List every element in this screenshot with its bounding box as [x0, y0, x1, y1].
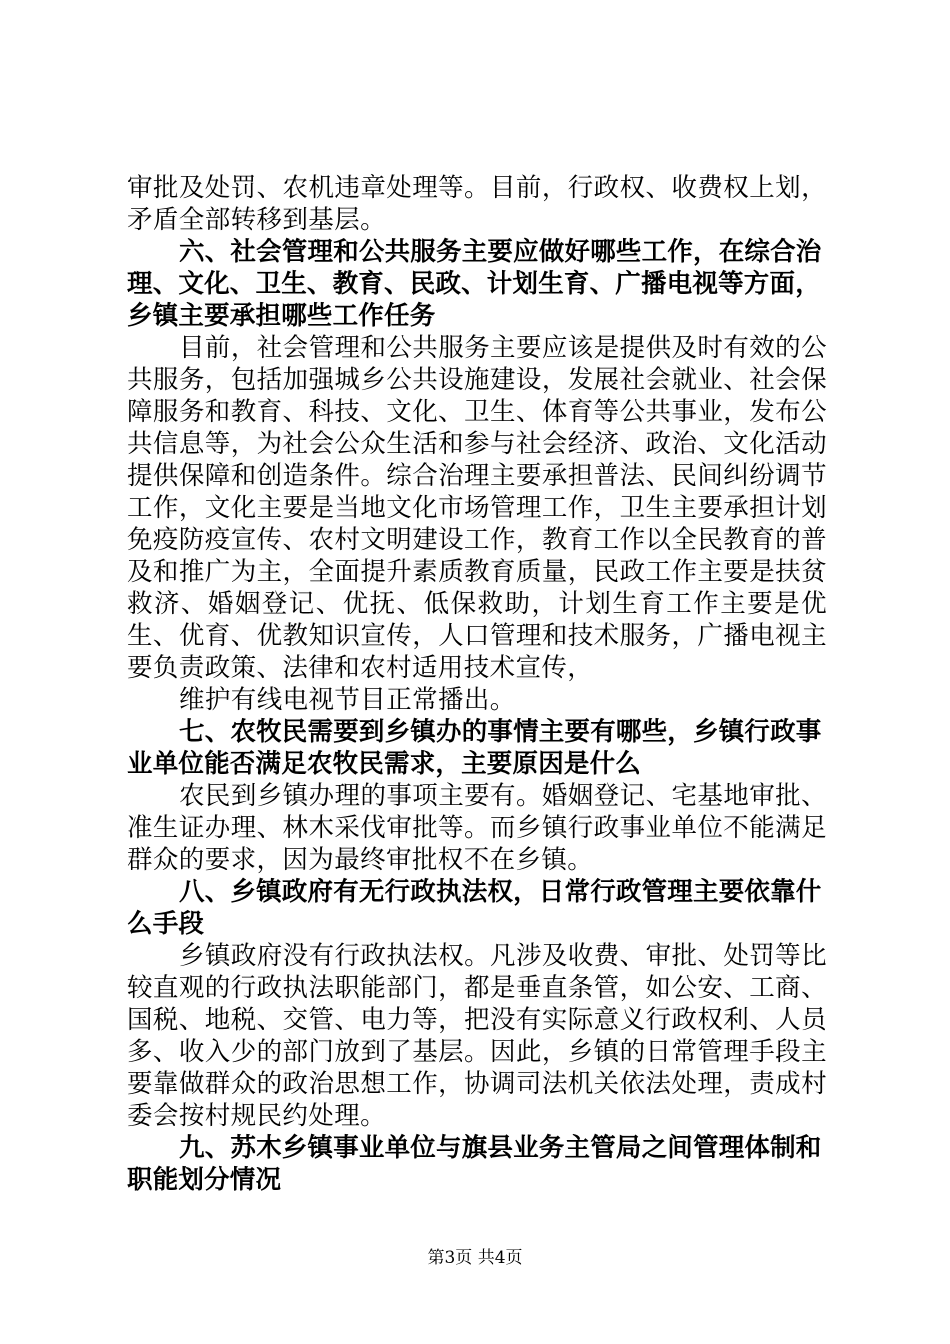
paragraph: 审批及处罚、农机违章处理等。目前，行政权、收费权上划，矛盾全部转移到基层。: [127, 173, 827, 235]
section-heading-9: 九、苏木乡镇事业单位与旗县业务主管局之间管理体制和职能划分情况: [127, 1133, 822, 1195]
document-body: [127, 172, 827, 1196]
section-heading-7: 七、农牧民需要到乡镇办的事情主要有哪些，乡镇行政事业单位能否满足农牧民需求，主要原因是什么: [127, 717, 822, 779]
section-heading-8: 八、乡镇政府有无行政执法权，日常行政管理主要依靠什么手段: [127, 877, 822, 939]
paragraph: 目前，社会管理和公共服务主要应该是提供及时有效的公共服务，包括加强城乡公共设施建设，发展社会就业、社会保障服务和教育、科技、文化、卫生、体育等公共事业，发布公共信息等，为社会公众生活和参与社会经济、政治、文化活动提供保障和创造条件。综合治理主要承担普法、民间纠纷调节工作，文化主要是当地文化市场管理工作，卫生主要承担计划免疫防疫宣传、农村文明建设工作，教育工作以全民教育的普及和推广为主，全面提升素质教育质量，民政工作主要是扶贫救济、婚姻登记、优抚、低保救助，计划生育工作主要是优生、优育、优教知识宣传，人口管理和技术服务，广播电视主要负责政策、法律和农村适用技术宣传，: [127, 333, 827, 683]
section-heading-6: 六、社会管理和公共服务主要应做好哪些工作，在综合治理、文化、卫生、教育、民政、计划生育、广播电视等方面，乡镇主要承担哪些工作任务: [127, 237, 822, 331]
paragraph: 维护有线电视节目正常播出。: [179, 685, 516, 715]
paragraph: 乡镇政府没有行政执法权。凡涉及收费、审批、处罚等比较直观的行政执法职能部门，都是垂直条管，如公安、工商、国税、地税、交管、电力等，把没有实际意义行政权利、人员多、收入少的部门放到了基层。因此，乡镇的日常管理手段主要靠做群众的政治思想工作，协调司法机关依法处理，责成村委会按村规民约处理。: [127, 941, 827, 1131]
paragraph: 农民到乡镇办理的事项主要有。婚姻登记、宅基地审批、准生证办理、林木采伐审批等。而乡镇行政事业单位不能满足群众的要求，因为最终审批权不在乡镇。: [127, 781, 827, 875]
page-footer: 第3页 共4页: [427, 1248, 523, 1268]
